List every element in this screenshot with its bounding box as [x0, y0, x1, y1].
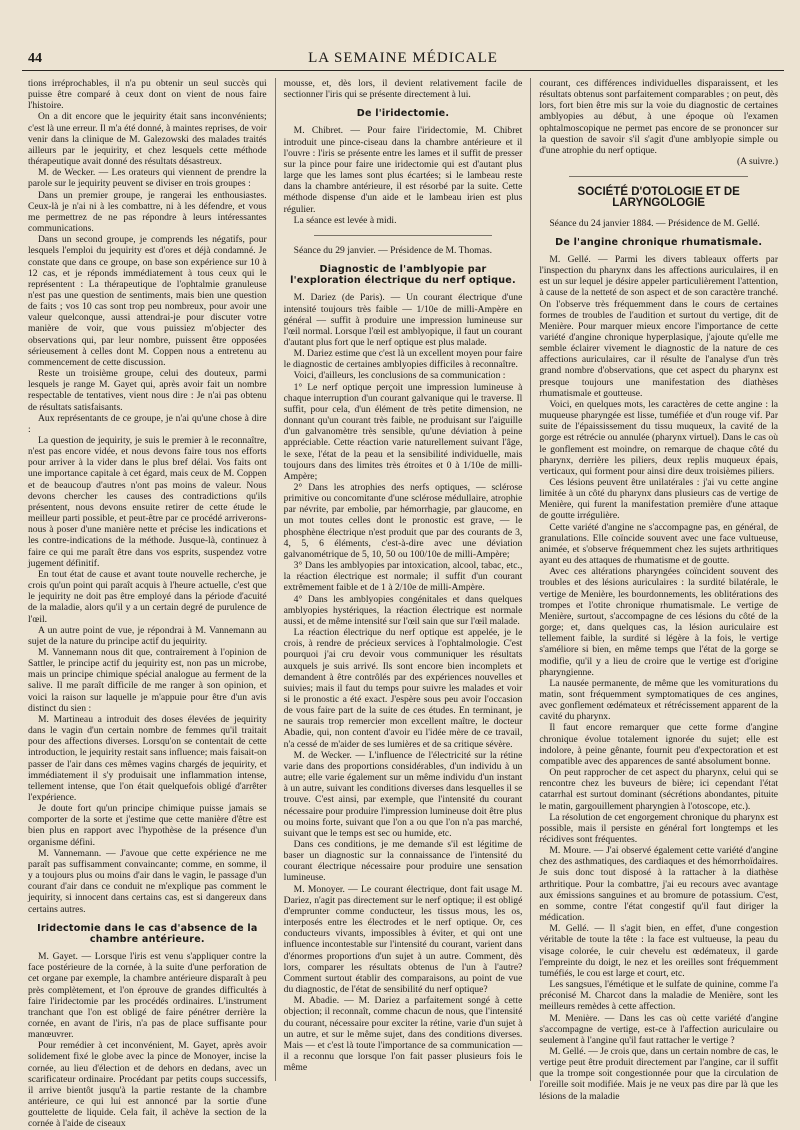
- paragraph: Dans ces conditions, je me demande s'il est légitime de baser un diagnostic sur la connaissance de l'intensité du courant électrique nécessaire pour produire une sensation lumineuse.: [283, 839, 523, 884]
- paragraph: M. Menière. — Dans les cas où cette variété d'angine s'accompagne de vertige, est-ce à l'affection auriculaire ou seulement à l'angine qu'il faut rattacher le vertige ?: [539, 1012, 779, 1046]
- paragraph: M. Dariez estime que c'est là un excellent moyen pour faire le diagnostic de certaines amblyopies difficiles à reconnaître.: [283, 348, 523, 371]
- paragraph: Voici, en quelques mots, les caractères de cette angine : la muqueuse pharyngée est lisse, tuméfiée et d'un rouge vif. Par suite de l'épaississement du tissu muqueux, la cavité de la gorge est rétrécie ou annulée (pharynx virtuel). Dans le cas où le gonflement est moindre, on remarque de chaque côté du pharynx, derrière les piliers, deux replis muqueux épais, verticaux, qui forment pour ainsi dire deux troisièmes piliers.: [539, 398, 779, 477]
- section-heading: De l'iridectomie.: [356, 108, 450, 120]
- paragraph: Les sangsues, l'émétique et le sulfate de quinine, comme l'a préconisé M. Charcot dans la maladie de Menière, sont les meilleurs remèdes à cette affection.: [539, 979, 779, 1013]
- page-header: [22, 48, 784, 71]
- paragraph: 3° Dans les amblyopies par intoxication, alcool, tabac, etc., la réaction électrique est normale; il suffit d'un courant extrêmement faible et de 1 à 2/10e de milli-Ampère.: [283, 560, 523, 594]
- paragraph: M. Vannemann nous dit que, contrairement à l'opinion de Sattler, le principe actif du jequirity est, non pas un microbe, mais un principe chimique spécial analogue au ferment de la salive. Il me paraît difficile de me ranger à son opinion, et voici la raison sur laquelle je m'appuie pour être d'un avis distinct du sien :: [28, 646, 267, 714]
- paragraph: M. Gellé. — Parmi les divers tableaux offerts par l'inspection du pharynx dans les affections auriculaires, il en est un sur lequel je désire appeler particulièrement l'attention, à cause de la netteté de son aspect et de son caractère tranché. On l'observe très fréquemment dans le cours de certaines formes de troubles de l'audition et surtout du vertige, dit de Menière. Pour marquer mieux encore l'importance de cette variété d'angine chronique hyperplasique, j'ajoute qu'elle me semble éclairer vivement le diagnostic de la nature de ces affections auriculaires, car il résulte de l'analyse d'un très grand nombre d'observations, que cet aspect du pharynx est presque toujours une manifestation des diathèses rhumatismale et goutteuse.: [539, 253, 779, 399]
- paragraph: Voici, d'ailleurs, les conclusions de sa communication :: [293, 370, 506, 382]
- paragraph: A un autre point de vue, je répondrai à M. Vannemann au sujet de la nature du principe actif du jequirity.: [28, 624, 267, 647]
- divider: [314, 235, 493, 236]
- paragraph: Cette variété d'angine ne s'accompagne pas, en général, de granulations. Elle coïncide souvent avec une face vultueuse, animée, et s'observe fréquemment chez les sujets arthritiques ayant eu des attaques de rhumatisme et de goutte.: [539, 521, 779, 567]
- paragraph: M. Moure. — J'ai observé également cette variété d'angine chez des asthmatiques, des cardiaques et des hémorrhoïdaires. Je suis donc tout disposé à la rattacher à la diathèse arthritique. Pour la combattre, j'ai eu recours avec avantage aux émissions sanguines et au bromure de potassium. C'est, en somme, contre l'état congestif qu'il faut diriger la médication.: [539, 845, 779, 924]
- running-title: LA SEMAINE MÉDICALE: [308, 50, 498, 66]
- paragraph: Ces lésions peuvent être unilatérales : j'ai vu cette angine limitée à un côté du pharynx dans plusieurs cas de vertige de Menière, qui furent la manifestation première d'une attaque de goutte irrégulière.: [539, 477, 779, 522]
- paragraph: La réaction électrique du nerf optique est appelée, je le crois, à rendre de précieux services à l'ophtalmologie. C'est pourquoi j'ai cru devoir vous communiquer les résultats auxquels je suis arrivé. Ils sont encore bien incomplets et demandent à être contrôlés par des expériences nouvelles et suivies; mais il faut du temps pour suivre les malades et voir si le pronostic a été exact. J'espère sous peu avoir l'occasion de vous faire part de la suite de ces études. En terminant, je ne saurais trop remercier mon excellent maître, le docteur Abadie, qui, non content d'avoir eu l'idée mère de ce travail, n'a cessé de m'aider de ses lumières et de sa critique sévère.: [283, 627, 523, 750]
- column-left: [20, 78, 275, 1130]
- paragraph: 1° Le nerf optique perçoit une impression lumineuse à chaque interruption d'un courant galvanique qui le traverse. Il suffit, pour cela, d'un élément de très petite dimension, ne donnant qu'un courant très faible, ne produisant sur l'aiguille d'un galvanomètre très sensible, qu'une déviation à peine appréciable. Cette réaction varie naturellement suivant l'âge, le sexe, l'état de la peau et la sensibilité individuelle, mais toujours dans des limites très étroites et 0 à 1/10e de milli-Ampère;: [283, 381, 523, 482]
- paragraph: La question de jequirity, je suis le premier à le reconnaître, n'est pas encore vidée, et nous devons faire tous nos efforts pour arriver à la vider dans le plus bref délai. Vos faits ont une importance capitale à cet égard, mais ceux de M. Coppen et de beaucoup d'autres n'ont pas moins de valeur. Nous devons chercher les causes des contradictions qu'ils présentent, nous devons ensuite retirer de cette étude le meilleur parti possible, et peut-être par ce procédé arriverons-nous à poser d'une manière nette et précise les indications et les contre-indications de la méthode. Jusque-là, continuez à faire ce qui me paraît être dans vos esprits, suspendez votre jugement définitif.: [28, 435, 267, 569]
- paragraph: Dans un second groupe, je comprends les négatifs, pour lesquels l'emploi du jequirity est d'ores et déjà condamné. Je constate que dans ce groupe, on base son expérience sur 10 à 12 cas, et je réponds immédiatement à tous ceux qui le représentent : La thérapeutique de l'ophtalmie granuleuse n'est pas une question de sentiments, mais bien une question de faits ; vos 10 cas sont trop peu nombreux, pour avoir une valeur quelconque, aussi attendrai-je pour discuter votre manière de voir, que vous puissiez m'objecter des observations qui, par leur nombre, puissent être opposées sérieusement à celles dont M. Coppen nous a entretenu au commencement de cette discussion.: [28, 234, 267, 368]
- paragraph: En tout état de cause et avant toute nouvelle recherche, je crois qu'un point qui paraît acquis à l'heure actuelle, c'est que le jequirity ne doit pas être employé dans la période d'acuité de la maladie, alors qu'il y a un certain degré de purulence de l'œil.: [28, 568, 267, 625]
- paragraph: M. Martineau a introduit des doses élevées de jequirity dans le vagin d'un certain nombre de femmes qu'il traitait pour des affections diverses. Lorsqu'on se contentait de cette introduction, le jequirity restait sans influence; mais faisait-on passer de l'air dans ces mêmes vagins chargés de jequirity, et immédiatement il s'y produisait une inflammation intense, tellement intense, que l'on était quelquefois obligé d'arrêter l'expérience.: [28, 713, 267, 803]
- society-heading: SOCIÉTÉ D'OTOLOGIE ET DE LARYNGOLOGIE: [577, 186, 740, 210]
- section-heading: Iridectomie dans le cas d'absence de la chambre antérieure.: [37, 922, 258, 945]
- paragraph: Aux représentants de ce groupe, je n'ai qu'une chose à dire :: [28, 412, 267, 435]
- paragraph: On a dit encore que le jequirity était sans inconvénients; c'est là une erreur. Il m'a été donné, à maintes reprises, de voir venir dans la clinique de M. Galezowski des malades traités ailleurs par le jequirity, et chez lesquels cette méthode thérapeutique avait donné des résultats désastreux.: [28, 111, 267, 168]
- page-number: 44: [28, 51, 42, 66]
- paragraph: La nausée permanente, de même que les vomiturations du matin, sont fréquemment symptomatiques de ces angines, avec gonflement œdémateux et rétrécissement apparent de la cavité du pharynx.: [539, 677, 779, 723]
- column-right: [530, 78, 786, 1102]
- text-columns: [20, 78, 786, 1130]
- divider: [569, 176, 748, 177]
- session-line: Séance du 29 janvier. — Présidence de M. Thomas.: [293, 244, 492, 256]
- paragraph: tions irréprochables, il n'a pu obtenir un seul succès qui puisse être comparé à ceux dont on vient de nous faire l'histoire.: [28, 78, 267, 112]
- session-line: Séance du 24 janvier 1884. — Présidence de M. Gellé.: [549, 217, 760, 229]
- paragraph: M. Gayet. — Lorsque l'iris est venu s'appliquer contre la face postérieure de la cornée, à la suite d'une perforation de cet organe par exemple, la chambre antérieure disparaît à peu près complètement, et l'on éprouve de grandes difficultés à faire l'iridectomie par les procédés ordinaires. L'instrument tranchant que l'on est obligé de faire pénétrer derrière la cornée, en avant de l'iris, n'a pas de place suffisante pour manœuvrer.: [28, 951, 267, 1041]
- paragraph: M. Dariez (de Paris). — Un courant électrique d'une intensité toujours très faible — 1/10e de milli-Ampère en général — suffit à produire une impression lumineuse sur l'œil normal. Lorsque l'œil est amblyopique, il faut un courant d'autant plus fort que le nerf optique est plus malade.: [283, 292, 523, 348]
- paragraph: M. de Wecker. — L'influence de l'électricité sur la rétine varie dans des proportions considérables, d'un individu à un autre; elle varie également sur un même individu d'un instant à un autre, suivant les conditions diverses dans lesquelles il se trouve. C'est ainsi, par exemple, que l'intensité du courant nécessaire pour produire l'impression lumineuse doit être plus ou moins forte, suivant que l'on a ou que l'on n'a pas marché, suivant que le temps est sec ou humide, etc.: [283, 749, 523, 839]
- paragraph: M. Chibret. — Pour faire l'iridectomie, M. Chibret introduit une pince-ciseau dans la chambre antérieure et il l'ouvre : l'iris se présente entre les lames et il suffit de presser sur la pince pour faire une iridectomie qui est d'autant plus large que les lames sont plus écartées; si le lambeau reste dans la chambre antérieure, il est résorbé par la suite. Cette méthode dispense d'un aide et le lambeau irien est plus régulier.: [283, 125, 523, 215]
- paragraph: Il faut encore remarquer que cette forme d'angine chronique évolue totalement ignorée du sujet; elle est indolore, à peine gênante, fournit peu d'expectoration et est compatible avec des apparences de santé absolument bonne.: [539, 722, 779, 767]
- paragraph: Pour remédier à cet inconvénient, M. Gayet, après avoir solidement fixé le globe avec la pince de Monoyer, incise la cornée, au lieu d'élection et de dehors en dedans, avec un scarificateur ordinaire. Procédant par petits coups successifs, il arrive bientôt jusqu'à la partie restante de la chambre antérieure, ce qui lui est annoncé par la sortie d'une gouttelette de liquide. Cela fait, il achève la section de la cornée à l'aide de ciseaux: [28, 1040, 267, 1130]
- paragraph: On peut rapprocher de cet aspect du pharynx, celui qui se rencontre chez les buveurs de bière; ici cependant l'état catarrhal est surtout dominant (sécrétions abondantes, pituite le matin, gargouillement pharyngien à l'otoscope, etc.).: [539, 767, 779, 812]
- paragraph: 4° Dans les amblyopies congénitales et dans quelques amblyopies hystériques, la réaction électrique est normale aussi, et de même intensité sur l'œil sain que sur l'œil malade.: [283, 593, 523, 627]
- paragraph: La séance est levée à midi.: [293, 214, 397, 226]
- paragraph: Avec ces altérations pharyngées coïncident souvent des troubles et des lésions auriculaires : la surdité bilatérale, le vertige de Menière, les bourdonnements, les oblitérations des trompes et l'otite chronique rhumatismale. Le vertige de Menière, surtout, s'accompagne de ces lésions du côté de la gorge; et, dans quelques cas, la lésion auriculaire est tellement faible, la surdité si légère à la fois, le vertige s'améliore si bien, en même temps que l'état de la gorge se modifie, qu'il y a lieu de croire que le vertige est d'origine pharyngienne.: [539, 566, 779, 678]
- section-heading: De l'angine chronique rhumatismale.: [555, 236, 763, 248]
- paragraph: M. Gellé. — Il s'agit bien, en effet, d'une congestion véritable de toute la tête : la face est vultueuse, la peau du visage colorée, le cuir chevelu est œdémateux, il garde l'empreinte du doigt, le nez et les oreilles sont fréquemment tuméfiés, le cou est large et court, etc.: [539, 923, 779, 979]
- paragraph: M. Vannemann. — J'avoue que cette expérience ne me paraît pas suffisamment convaincante; comme, en somme, il y a toujours plus ou moins d'air dans le vagin, le passage d'un courant d'air dans ce conduit ne m'explique pas comment le jequirity, si innocent dans certains cas, est si dangereux dans certains autres.: [28, 847, 267, 915]
- paragraph: courant, ces différences individuelles disparaissent, et les résultats obtenus sont parfaitement comparables ; on peut, dès lors, fort bien être mis sur la voie du diagnostic de certaines amblyopies au début, à une époque où l'examen ophtalmoscopique ne permet pas encore de se prononcer sur la question de savoir s'il s'agit d'une amblyopie simple ou d'une atrophie du nerf optique.: [539, 78, 779, 156]
- column-middle: [275, 78, 531, 1081]
- paragraph: La résolution de cet engorgement chronique du pharynx est possible, mais il persiste en général fort longtemps et les récidives sont fréquentes.: [539, 811, 779, 845]
- paragraph: Reste un troisième groupe, celui des douteux, parmi lesquels je range M. Gayet qui, après avoir fait un nombre respectable de tentatives, vient nous dire : Je n'ai pas obtenu de résultats satisfaisants.: [28, 368, 267, 413]
- to-be-continued: (A suivre.): [736, 156, 779, 168]
- paragraph: mousse, et, dès lors, il devient relativement facile de sectionner l'iris qui se présente directement à lui.: [283, 78, 523, 101]
- paragraph: M. Gellé. — Je crois que, dans un certain nombre de cas, le vertige peut être produit directement par l'angine, car il suffit que la trompe soit congestionnée pour que la circulation de l'oreille soit modifiée. Mais je ne veux pas dire par là que les lésions de la maladie: [539, 1045, 779, 1102]
- section-heading: Diagnostic de l'amblyopie par l'exploration électrique du nerf optique.: [290, 264, 516, 287]
- paragraph: 2° Dans les atrophies des nerfs optiques, — sclérose primitive ou concomitante d'une sclérose médullaire, atrophie par névrite, par embolie, par hémorrhagie, par glaucome, en un mot toutes celles dont le pronostic est grave, — le phosphène électrique n'est produit que par des courants de 3, 4, 5, 6 éléments, c'est-à-dire avec une déviation galvanométrique de 5, 10, 50 ou 100/10e de milli-Ampère;: [283, 482, 523, 560]
- paragraph: M. de Wecker. — Les orateurs qui viennent de prendre la parole sur le jequirity peuvent se diviser en trois groupes :: [28, 167, 267, 190]
- paragraph: Dans un premier groupe, je rangerai les enthousiastes. Ceux-là je n'ai ni à les combattre, ni à les défendre, et vous me permettrez de ne pas répondre à leurs intéressantes communications.: [28, 189, 267, 235]
- paragraph: M. Abadie. — M. Dariez a parfaitement songé à cette objection; il reconnaît, comme chacun de nous, que l'intensité du courant, nécessaire pour exciter la rétine, varie d'un sujet à un autre, et sur le même sujet, dans des conditions diverses. Mais — et c'est là toute l'importance de sa communication — il a reconnu que lorsque l'on fait passer plusieurs fois le même: [283, 995, 523, 1074]
- paragraph: Je doute fort qu'un principe chimique puisse jamais se comporter de la sorte et j'estime que cette manière d'être est bien plus en rapport avec l'hypothèse de la présence d'un organisme défini.: [28, 803, 267, 848]
- paragraph: M. Monoyer. — Le courant électrique, dont fait usage M. Dariez, n'agit pas directement sur le nerf optique; il est obligé d'emprunter comme conducteur, les tissus mous, les os, interposés entre les électrodes et le nerf optique. Or, ces conducteurs vivants, impossibles à éviter, et qui ont une influence incontestable sur l'intensité du courant, varient dans d'énormes proportions d'un sujet à un autre. Comment, dès lors, comparer les résultats obtenus de l'un à l'autre? Comment surtout établir des comparaisons, au point de vue du diagnostic, de l'état de sensibilité du nerf optique?: [283, 883, 523, 996]
